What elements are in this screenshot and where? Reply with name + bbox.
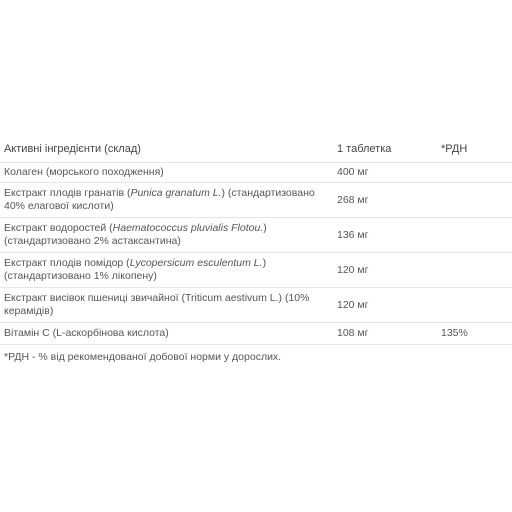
ingredient-name: Екстракт висівок пшениці звичайної (Triticum aestivum L.) (10% керамідів)	[4, 292, 310, 317]
table-row	[0, 183, 512, 218]
ingredient-name: Екстракт водоростей (Haematococcus pluvialis Flotou.) (стандартизовано 2% астаксантина)	[4, 222, 267, 247]
ingredient-amount: 400 мг	[337, 166, 369, 178]
ingredient-amount: 120 мг	[337, 298, 369, 311]
header-ingredients: Активні інгредієнти (склад)	[4, 143, 141, 155]
ingredient-amount: 268 мг	[337, 193, 369, 206]
footnote-row	[0, 345, 512, 369]
ingredients-table	[0, 137, 512, 369]
ingredient-rdn: 135%	[441, 327, 468, 339]
ingredient-amount: 108 мг	[337, 327, 369, 339]
header-rdn: *РДН	[441, 143, 468, 155]
header-per-tablet: 1 таблетка	[337, 143, 392, 155]
ingredient-name: Екстракт плодів гранатів (Punica granatum L.) (стандартизовано 40% елагової кислоти)	[4, 187, 315, 212]
footnote: *РДН - % від рекомендованої добової норми у дорослих.	[4, 350, 282, 363]
ingredient-name: Вітамін С (L-аскорбінова кислота)	[4, 327, 169, 339]
ingredient-amount: 120 мг	[337, 263, 369, 276]
ingredient-name: Колаген (морського походження)	[4, 166, 164, 178]
table-row	[0, 163, 512, 183]
table-header-row	[0, 137, 512, 163]
table-row	[0, 253, 512, 288]
table-row	[0, 218, 512, 253]
table-row	[0, 288, 512, 323]
ingredient-amount: 136 мг	[337, 228, 369, 241]
ingredient-name: Екстракт плодів помідор (Lycopersicum esculentum L.) (стандартизовано 1% лікопену)	[4, 257, 267, 282]
table-row	[0, 323, 512, 345]
